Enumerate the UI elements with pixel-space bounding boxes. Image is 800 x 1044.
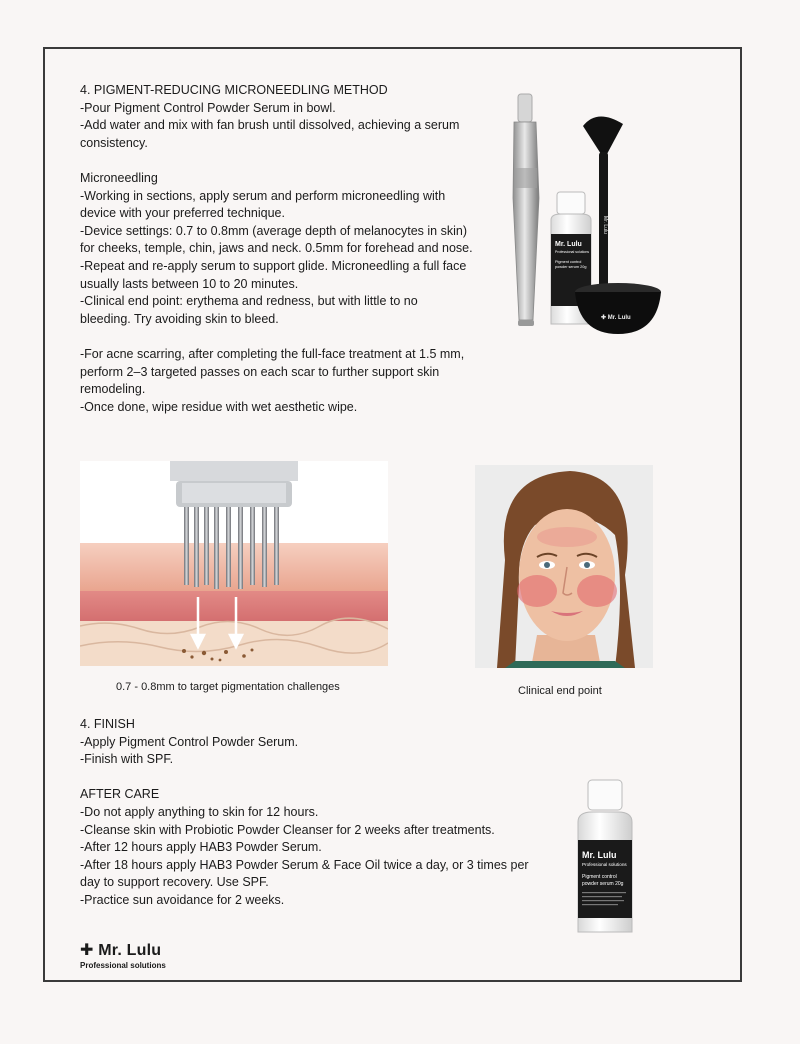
text-line: -Working in sections, apply serum and perform microneedling with xyxy=(80,188,446,203)
text-line: -Pour Pigment Control Powder Serum in bowl. xyxy=(80,100,336,115)
text-line: -Do not apply anything to skin for 12 hours. xyxy=(80,804,319,819)
bottle2-subtitle: Professional solutions xyxy=(582,862,627,867)
method-section xyxy=(80,82,473,416)
text-line: -For acne scarring, after completing the full-face treatment at 1.5 mm, xyxy=(80,346,465,361)
bottle-product-1: Pigment control xyxy=(555,260,582,264)
blank-line xyxy=(80,769,529,787)
text-line: day to support recovery. Use SPF. xyxy=(80,875,269,890)
bottle-brand: Mr. Lulu xyxy=(555,241,582,248)
text-line: -Practice sun avoidance for 2 weeks. xyxy=(80,892,285,907)
cross-icon: ✚ xyxy=(80,942,94,959)
mixing-bowl xyxy=(575,283,661,334)
blank-line xyxy=(80,152,473,170)
serum-bottle-image xyxy=(572,778,638,936)
text-line: -Repeat and re-apply serum to support glide. Microneedling a full face xyxy=(80,258,467,273)
text-line: perform 2–3 targeted passes on each scar to further support skin xyxy=(80,364,440,379)
text-line: -Clinical end point: erythema and redness, but with little to no xyxy=(80,294,418,309)
logo-name: Mr. Lulu xyxy=(98,942,162,959)
text-line: -Cleanse skin with Probiotic Powder Cleanser for 2 weeks after treatments. xyxy=(80,822,495,837)
blank-line xyxy=(80,328,473,346)
bottle-subtitle: Professional solutions xyxy=(555,250,590,254)
text-line: remodeling. xyxy=(80,382,146,397)
bottle2-product-1: Pigment control xyxy=(582,874,617,880)
footer-logo xyxy=(80,940,166,970)
text-line: device with your preferred technique. xyxy=(80,206,285,221)
bottle2-brand: Mr. Lulu xyxy=(582,850,617,860)
finish-aftercare-section xyxy=(80,716,529,910)
text-line: -After 12 hours apply HAB3 Powder Serum. xyxy=(80,840,322,855)
skin-diagram-caption: 0.7 - 0.8mm to target pigmentation challenges xyxy=(116,681,340,693)
text-line: usually lasts between 10 to 20 minutes. xyxy=(80,276,299,291)
bottle-product-2: powder serum 20g xyxy=(555,265,587,269)
text-line: -Device settings: 0.7 to 0.8mm (average depth of melanocytes in skin) xyxy=(80,223,467,238)
text-line: for cheeks, temple, chin, jaws and neck. 0.5mm for forehead and nose. xyxy=(80,241,473,256)
text-line: -Apply Pigment Control Powder Serum. xyxy=(80,734,299,749)
text-line: AFTER CARE xyxy=(80,787,160,802)
text-line: 4. FINISH xyxy=(80,717,135,731)
microneedling-pen xyxy=(513,94,539,326)
face-photo-caption: Clinical end point xyxy=(518,685,602,697)
microneedling-skin-diagram xyxy=(80,461,388,666)
text-line: -Finish with SPF. xyxy=(80,752,174,767)
text-line: Microneedling xyxy=(80,170,158,185)
logo-subtitle: Professional solutions xyxy=(80,961,166,970)
text-line: -Add water and mix with fan brush until dissolved, achieving a serum xyxy=(80,118,460,133)
text-line: -Once done, wipe residue with wet aesthetic wipe. xyxy=(80,399,358,414)
text-line: consistency. xyxy=(80,135,148,150)
text-line: bleeding. Try avoiding skin to bleed. xyxy=(80,311,279,326)
text-line: 4. PIGMENT-REDUCING MICRONEEDLING METHOD xyxy=(80,83,388,97)
bottle2-product-2: powder serum 20g xyxy=(582,881,624,887)
clinical-end-point-photo xyxy=(475,465,653,668)
text-line: -After 18 hours apply HAB3 Powder Serum & Face Oil twice a day, or 3 times per xyxy=(80,857,529,872)
bowl-logo-text: ✚ Mr. Lulu xyxy=(601,315,631,321)
brush-logo-text: Mr. Lulu xyxy=(602,216,608,234)
product-kit-image xyxy=(505,88,670,338)
